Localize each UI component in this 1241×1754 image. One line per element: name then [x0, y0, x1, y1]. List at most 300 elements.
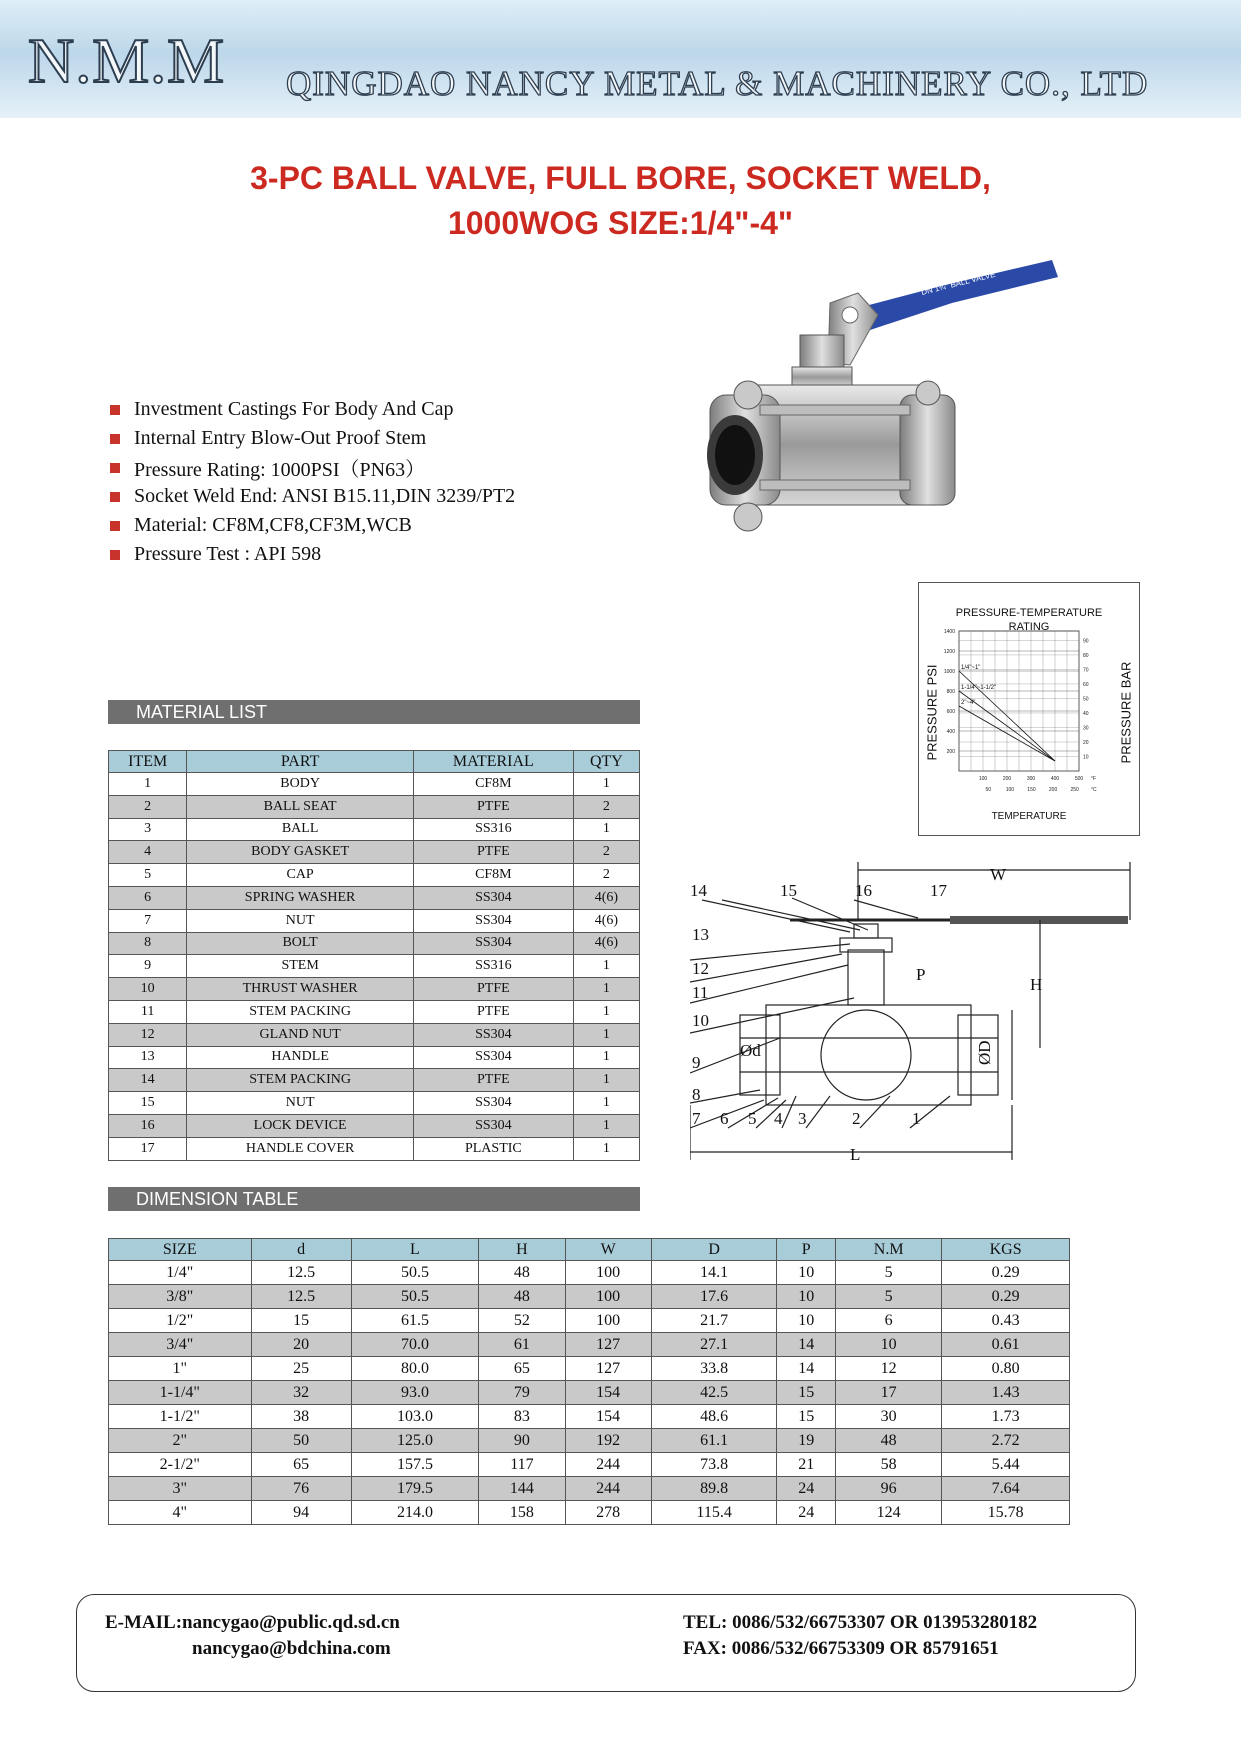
table-cell: 65 [479, 1357, 565, 1381]
table-cell: 14 [777, 1357, 836, 1381]
callout-label: 8 [692, 1085, 701, 1104]
leader-line [690, 998, 854, 1033]
table-cell: 12 [109, 1023, 187, 1046]
table-cell: 1 [573, 1000, 639, 1023]
table-cell: 10 [836, 1333, 942, 1357]
bullet-square-icon [110, 405, 120, 415]
column-header: D [651, 1239, 777, 1261]
dim-label-d-small: Ød [740, 1041, 761, 1060]
table-cell: 50.5 [351, 1261, 479, 1285]
table-cell: 1 [573, 978, 639, 1001]
table-cell: 3" [109, 1477, 252, 1501]
table-cell: 1 [573, 1092, 639, 1115]
chart-title-line1: PRESSURE-TEMPERATURE [955, 607, 1103, 619]
table-row [109, 1000, 640, 1023]
table-cell: PTFE [413, 1000, 573, 1023]
table-cell: 4" [109, 1501, 252, 1525]
bolt-top [760, 405, 910, 415]
dimension-table [108, 1238, 1070, 1525]
table-cell: 13 [109, 1046, 187, 1069]
table-cell: 42.5 [651, 1381, 777, 1405]
table-row [109, 1309, 1070, 1333]
table-cell: 1 [573, 1023, 639, 1046]
table-cell: NUT [187, 909, 414, 932]
table-cell: 15.78 [942, 1501, 1070, 1525]
table-row [109, 864, 640, 887]
table-cell: 5.44 [942, 1453, 1070, 1477]
table-cell: 14 [777, 1333, 836, 1357]
table-cell: 14.1 [651, 1261, 777, 1285]
table-cell: SS304 [413, 1092, 573, 1115]
table-cell: PLASTIC [413, 1137, 573, 1160]
x-tick-label-f: 300 [1026, 776, 1036, 782]
table-cell: LOCK DEVICE [187, 1114, 414, 1137]
table-cell: 2 [573, 795, 639, 818]
table-cell: HANDLE [187, 1046, 414, 1069]
dim-label-p: P [916, 965, 926, 984]
bullet-square-icon [110, 521, 120, 531]
series-label: 1-1/4"~1-1/2" [961, 685, 997, 691]
table-cell: 17.6 [651, 1285, 777, 1309]
table-cell: HANDLE COVER [187, 1137, 414, 1160]
callout-label: 7 [692, 1109, 701, 1128]
table-cell: 100 [565, 1309, 651, 1333]
column-header: SIZE [109, 1239, 252, 1261]
table-cell: 0.29 [942, 1261, 1070, 1285]
table-cell: 1 [573, 955, 639, 978]
table-row [109, 1114, 640, 1137]
table-cell: 27.1 [651, 1333, 777, 1357]
feature-item: Internal Entry Blow-Out Proof Stem [110, 424, 515, 453]
table-cell: 1 [573, 818, 639, 841]
y2-tick-label: 20 [1083, 739, 1089, 746]
table-cell: BALL [187, 818, 414, 841]
y-tick-label: 1400 [943, 629, 955, 635]
table-cell: SS304 [413, 1114, 573, 1137]
table-row [109, 1137, 640, 1160]
table-cell: 12.5 [251, 1261, 351, 1285]
table-cell: BOLT [187, 932, 414, 955]
table-cell: SPRING WASHER [187, 886, 414, 909]
table-cell: 2.72 [942, 1429, 1070, 1453]
table-cell: 10 [777, 1261, 836, 1285]
y2-tick-label: 50 [1083, 696, 1089, 703]
table-row [109, 1069, 640, 1092]
table-cell: 79 [479, 1381, 565, 1405]
table-cell: 117 [479, 1453, 565, 1477]
handle-cover [850, 260, 1058, 330]
table-cell: 89.8 [651, 1477, 777, 1501]
x-tick-label-c: 150 [1027, 787, 1036, 793]
table-cell: 9 [109, 955, 187, 978]
brand-logo-text: N.M.M [28, 25, 226, 96]
table-cell: 20 [251, 1333, 351, 1357]
callout-label: 1 [912, 1109, 921, 1128]
table-cell: 4(6) [573, 909, 639, 932]
table-cell: PTFE [413, 978, 573, 1001]
table-cell: 100 [565, 1261, 651, 1285]
x-tick-label-f: 200 [1002, 776, 1012, 782]
y2-tick-label: 10 [1083, 754, 1089, 761]
handle-text: DN 1¾″ BALL VALVE [920, 269, 997, 297]
table-row [109, 1357, 1070, 1381]
callout-label: 9 [692, 1053, 701, 1072]
bolt-bottom [760, 480, 910, 490]
callout-label: 2 [852, 1109, 861, 1128]
table-cell: 80.0 [351, 1357, 479, 1381]
column-header: ITEM [109, 751, 187, 773]
y2-tick-label: 60 [1083, 681, 1089, 688]
chart-plot [919, 583, 1139, 835]
callout-label: 13 [692, 925, 709, 944]
table-cell: 2 [573, 864, 639, 887]
table-cell: 4(6) [573, 932, 639, 955]
callout-label: 5 [748, 1109, 757, 1128]
handle-hole [842, 307, 858, 323]
ball-outline [821, 1010, 911, 1100]
leader-line [690, 944, 850, 960]
table-cell: 61.1 [651, 1429, 777, 1453]
ball-valve-photo [700, 255, 1060, 575]
chart-title-line2: RATING [1008, 621, 1050, 633]
table-cell: 90 [479, 1429, 565, 1453]
feature-item: Investment Castings For Body And Cap [110, 395, 515, 424]
series-label: 2"~4" [961, 700, 976, 706]
table-cell: 278 [565, 1501, 651, 1525]
table-row [109, 932, 640, 955]
callout-label: 4 [774, 1109, 783, 1128]
table-cell: 24 [777, 1477, 836, 1501]
chart-ylabel-left: PRESSURE PSI [924, 664, 940, 761]
table-cell: 70.0 [351, 1333, 479, 1357]
valve-cross-section-drawing [690, 860, 1150, 1180]
table-cell: 7.64 [942, 1477, 1070, 1501]
table-cell: 48 [479, 1285, 565, 1309]
table-cell: 10 [777, 1285, 836, 1309]
table-cell: 1 [573, 1069, 639, 1092]
body-outline [766, 1005, 971, 1105]
table-cell: 8 [109, 932, 187, 955]
table-cell: 38 [251, 1405, 351, 1429]
table-cell: 1-1/4" [109, 1381, 252, 1405]
table-cell: 144 [479, 1477, 565, 1501]
table-cell: 15 [777, 1405, 836, 1429]
table-cell: NUT [187, 1092, 414, 1115]
email-line-2: nancygao@bdchina.com [192, 1638, 391, 1659]
table-cell: 125.0 [351, 1429, 479, 1453]
table-cell: 4(6) [573, 886, 639, 909]
x-tick-label-c: 100 [1005, 787, 1015, 793]
column-header: L [351, 1239, 479, 1261]
x-tick-label-c: 250 [1070, 787, 1079, 793]
table-cell: CF8M [413, 773, 573, 796]
table-cell: 25 [251, 1357, 351, 1381]
feature-list [110, 395, 515, 569]
column-header: PART [187, 751, 414, 773]
chart-xlabel: TEMPERATURE [991, 811, 1067, 822]
table-cell: 157.5 [351, 1453, 479, 1477]
table-row [109, 773, 640, 796]
table-row [109, 1381, 1070, 1405]
bullet-square-icon [110, 492, 120, 502]
table-cell: 1 [573, 1046, 639, 1069]
material-list-table [108, 750, 640, 1161]
callout-label: 15 [780, 881, 797, 900]
table-cell: 16 [109, 1114, 187, 1137]
table-cell: 154 [565, 1405, 651, 1429]
table-cell: 65 [251, 1453, 351, 1477]
table-cell: 192 [565, 1429, 651, 1453]
leader-line [854, 900, 918, 918]
table-row [109, 909, 640, 932]
table-cell: 10 [109, 978, 187, 1001]
company-name: QINGDAO NANCY METAL & MACHINERY CO., LTD [286, 64, 1149, 103]
unit-f-label: °F [1091, 776, 1097, 782]
table-cell: 0.80 [942, 1357, 1070, 1381]
dim-label-w: W [990, 865, 1007, 884]
x-tick-label-c: 50 [985, 787, 992, 793]
table-cell: 3 [109, 818, 187, 841]
table-row [109, 841, 640, 864]
tel-line: TEL: 0086/532/66753307 OR 013953280182 [683, 1612, 1038, 1633]
column-header: P [777, 1239, 836, 1261]
callout-label: 6 [720, 1109, 729, 1128]
table-cell: BODY GASKET [187, 841, 414, 864]
column-header: QTY [573, 751, 639, 773]
table-cell: 2-1/2" [109, 1453, 252, 1477]
x-tick-label-f: 400 [1050, 776, 1060, 782]
y-tick-label: 1000 [943, 669, 955, 675]
callout-label: 16 [855, 881, 872, 900]
table-cell: 6 [836, 1309, 942, 1333]
y-tick-label: 800 [946, 689, 955, 695]
bullet-square-icon [110, 434, 120, 444]
table-cell: 0.43 [942, 1309, 1070, 1333]
table-cell: 1 [109, 773, 187, 796]
y2-tick-label: 70 [1083, 667, 1089, 674]
table-cell: 61.5 [351, 1309, 479, 1333]
table-cell: BALL SEAT [187, 795, 414, 818]
table-cell: 158 [479, 1501, 565, 1525]
dim-label-d-big: ØD [975, 1040, 994, 1065]
table-cell: 214.0 [351, 1501, 479, 1525]
bullet-square-icon [110, 550, 120, 560]
nut-icon [916, 381, 940, 405]
table-cell: 0.29 [942, 1285, 1070, 1309]
table-cell: 0.61 [942, 1333, 1070, 1357]
table-cell: PTFE [413, 841, 573, 864]
product-title-line2: 1000WOG SIZE:1/4"-4" [447, 205, 794, 241]
table-cell: 21 [777, 1453, 836, 1477]
leader-line [690, 965, 848, 1003]
table-cell: 7 [109, 909, 187, 932]
callout-label: 10 [692, 1011, 709, 1030]
feature-item: Material: CF8M,CF8,CF3M,WCB [110, 511, 515, 540]
gland [792, 367, 852, 387]
table-cell: 73.8 [651, 1453, 777, 1477]
table-cell: 12 [836, 1357, 942, 1381]
table-row [109, 1092, 640, 1115]
table-cell: 21.7 [651, 1309, 777, 1333]
series-label: 1/4"~1" [961, 665, 981, 671]
table-cell: 1-1/2" [109, 1405, 252, 1429]
column-header: d [251, 1239, 351, 1261]
table-cell: 2 [573, 841, 639, 864]
table-cell: 58 [836, 1453, 942, 1477]
feature-item: Pressure Test : API 598 [110, 540, 515, 569]
table-row [109, 978, 640, 1001]
table-cell: 1" [109, 1357, 252, 1381]
table-row [109, 1285, 1070, 1309]
table-cell: 244 [565, 1477, 651, 1501]
bullet-square-icon [110, 463, 120, 473]
table-cell: 32 [251, 1381, 351, 1405]
table-cell: 11 [109, 1000, 187, 1023]
table-cell: PTFE [413, 1069, 573, 1092]
table-cell: SS304 [413, 886, 573, 909]
table-cell: 5 [109, 864, 187, 887]
email-line-1: E-MAIL:nancygao@public.qd.sd.cn [105, 1612, 400, 1633]
table-cell: CF8M [413, 864, 573, 887]
table-row [109, 1477, 1070, 1501]
table-cell: 48.6 [651, 1405, 777, 1429]
table-cell: 83 [479, 1405, 565, 1429]
unit-c-label: °C [1091, 787, 1097, 793]
table-cell: 124 [836, 1501, 942, 1525]
table-row [109, 1429, 1070, 1453]
table-cell: 1/4" [109, 1261, 252, 1285]
table-cell: 1 [573, 773, 639, 796]
table-cell: 96 [836, 1477, 942, 1501]
table-cell: 3/4" [109, 1333, 252, 1357]
table-cell: 15 [251, 1309, 351, 1333]
leader-line [702, 900, 850, 932]
x-tick-label-c: 200 [1048, 787, 1058, 793]
table-cell: CAP [187, 864, 414, 887]
y2-tick-label: 80 [1083, 652, 1089, 659]
table-cell: 12.5 [251, 1285, 351, 1309]
table-cell: 61 [479, 1333, 565, 1357]
table-cell: 48 [836, 1429, 942, 1453]
table-cell: 1.43 [942, 1381, 1070, 1405]
table-cell: 127 [565, 1333, 651, 1357]
table-cell: 14 [109, 1069, 187, 1092]
dim-label-l: L [850, 1145, 861, 1164]
column-header: MATERIAL [413, 751, 573, 773]
table-row [109, 1405, 1070, 1429]
table-cell: 103.0 [351, 1405, 479, 1429]
table-cell: 17 [836, 1381, 942, 1405]
table-cell: 33.8 [651, 1357, 777, 1381]
y-tick-label: 400 [946, 729, 955, 735]
material-list-heading: MATERIAL LIST [108, 700, 640, 724]
x-tick-label-f: 500 [1074, 776, 1084, 782]
y2-tick-label: 40 [1083, 710, 1089, 717]
table-cell: 50.5 [351, 1285, 479, 1309]
y-tick-label: 600 [946, 709, 955, 715]
table-cell: BODY [187, 773, 414, 796]
leader-line [782, 1096, 796, 1128]
table-cell: 115.4 [651, 1501, 777, 1525]
dimension-table-heading: DIMENSION TABLE [108, 1187, 640, 1211]
table-cell: 48 [479, 1261, 565, 1285]
leader-line [792, 898, 868, 930]
feature-item: Socket Weld End: ANSI B15.11,DIN 3239/PT2 [110, 482, 515, 511]
leader-line [722, 900, 860, 930]
chart-ylabel-right: PRESSURE BAR [1118, 661, 1134, 764]
column-header: KGS [942, 1239, 1070, 1261]
table-row [109, 1046, 640, 1069]
table-cell: 5 [836, 1261, 942, 1285]
table-cell: 52 [479, 1309, 565, 1333]
callout-label: 12 [692, 959, 709, 978]
table-row [109, 1333, 1070, 1357]
table-cell: 15 [109, 1092, 187, 1115]
table-cell: SS304 [413, 909, 573, 932]
table-cell: 179.5 [351, 1477, 479, 1501]
fax-line: FAX: 0086/532/66753309 OR 85791651 [683, 1638, 999, 1659]
table-row [109, 886, 640, 909]
table-row [109, 795, 640, 818]
column-header: W [565, 1239, 651, 1261]
table-header-row [109, 1239, 1070, 1261]
table-cell: 244 [565, 1453, 651, 1477]
callout-label: 14 [690, 881, 707, 900]
y-tick-label: 200 [946, 749, 955, 755]
table-cell: 76 [251, 1477, 351, 1501]
table-row [109, 1261, 1070, 1285]
leader-line [690, 1090, 760, 1103]
callout-label: 3 [798, 1109, 807, 1128]
table-cell: 94 [251, 1501, 351, 1525]
table-cell: SS316 [413, 955, 573, 978]
stem-outline [848, 950, 884, 1005]
callout-label: 11 [692, 983, 709, 1002]
column-header: H [479, 1239, 565, 1261]
table-cell: 15 [777, 1381, 836, 1405]
table-cell: 5 [836, 1285, 942, 1309]
table-cell: 93.0 [351, 1381, 479, 1405]
callout-label: 17 [930, 881, 947, 900]
feature-item: Pressure Rating: 1000PSI（PN63） [110, 453, 515, 482]
socket-bore [715, 425, 755, 485]
nut-icon [734, 503, 762, 531]
table-row [109, 1453, 1070, 1477]
y2-tick-label: 30 [1083, 725, 1089, 732]
table-cell: 19 [777, 1429, 836, 1453]
table-cell: STEM PACKING [187, 1069, 414, 1092]
table-cell: THRUST WASHER [187, 978, 414, 1001]
table-cell: 24 [777, 1501, 836, 1525]
x-tick-label-f: 100 [978, 776, 988, 782]
table-cell: SS316 [413, 818, 573, 841]
table-cell: 3/8" [109, 1285, 252, 1309]
table-header-row [109, 751, 640, 773]
table-cell: 4 [109, 841, 187, 864]
table-cell: STEM [187, 955, 414, 978]
table-cell: 50 [251, 1429, 351, 1453]
table-cell: 10 [777, 1309, 836, 1333]
table-row [109, 1501, 1070, 1525]
table-cell: SS304 [413, 1046, 573, 1069]
table-cell: PTFE [413, 795, 573, 818]
table-cell: 154 [565, 1381, 651, 1405]
leader-line [806, 1096, 830, 1128]
table-cell: STEM PACKING [187, 1000, 414, 1023]
table-cell: 2 [109, 795, 187, 818]
table-cell: 1/2" [109, 1309, 252, 1333]
pressure-temperature-chart [918, 582, 1140, 836]
